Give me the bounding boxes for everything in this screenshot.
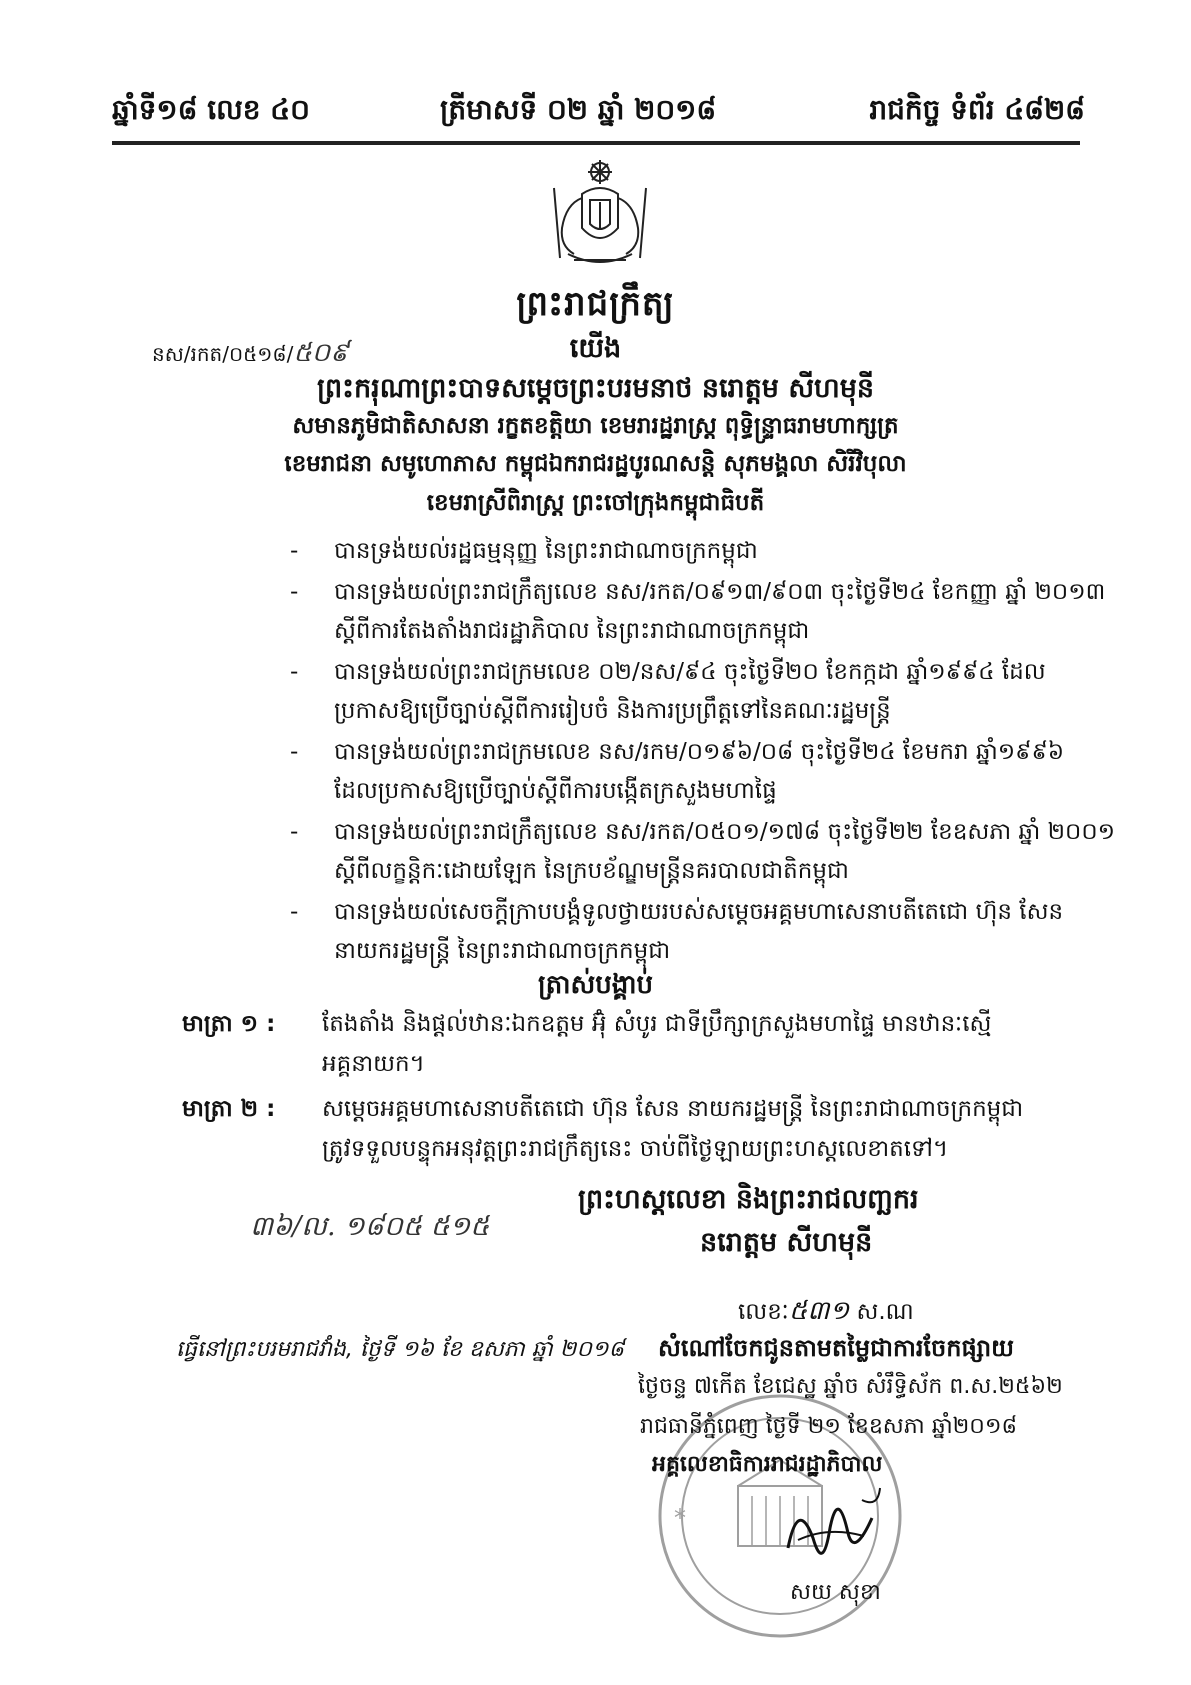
visa-line: បានទ្រង់យល់សេចក្តីក្រាបបង្គំទូលថ្វាយរបស់សម្តេចអគ្គមហាសេនាបតីតេជោ ហ៊ុន សែន bbox=[334, 899, 1064, 925]
article-line: សម្តេចអគ្គមហាសេនាបតីតេជោ ហ៊ុន សែន នាយករដ្ឋមន្ត្រី នៃព្រះរាជាណាចក្រកម្ពុជា bbox=[322, 1096, 1024, 1122]
visa-line: បានទ្រង់យល់ព្រះរាជក្រមលេខ នស/រកម/០១៩៦/០៨ ចុះថ្ងៃទី២៤ ខែមករា ឆ្នាំ១៩៩៦ bbox=[334, 739, 1065, 765]
reference-printed: នស/រកត/០៥១៨/ bbox=[152, 342, 294, 366]
royal-title-line-3: ខេមរាជនា សមូហោភាស កម្ពុជឯករាជរដ្ឋបូរណសន្តិ សុភមង្គលា សិរីវិបុលា bbox=[284, 451, 907, 477]
visa-line: នាយករដ្ឋមន្ត្រី នៃព្រះរាជាណាចក្រកម្ពុជា bbox=[334, 938, 671, 964]
article-line: អគ្គនាយក។ bbox=[322, 1051, 425, 1077]
certified-date: រាជធានីភ្នំពេញ ថ្ងៃទី ២១ ខែឧសភា ឆ្នាំ២០១៨ bbox=[640, 1414, 1018, 1439]
article-label: មាត្រា ១ : bbox=[182, 1011, 276, 1037]
article-2 bbox=[182, 1089, 1062, 1169]
royal-title-line-4: ខេមរាស្រីពិរាស្ត្រ ព្រះចៅក្រុងកម្ពុជាធិបតី bbox=[426, 490, 765, 516]
we-heading: យើង bbox=[569, 333, 622, 364]
visa-line: បានទ្រង់យល់ព្រះរាជក្រឹត្យលេខ នស/រកត/០៥០១/១៧៨ ចុះថ្ងៃទី២២ ខែឧសភា ឆ្នាំ ២០០១ bbox=[334, 819, 1116, 845]
visa-line: ស្តីពីលក្ខន្តិកៈដោយឡែក នៃក្របខ័ណ្ឌមន្ត្រីនគរបាលជាតិកម្ពុជា bbox=[334, 858, 849, 884]
royal-signature-title: ព្រះហស្តលេខា និងព្រះរាជលញ្ឆករ bbox=[578, 1184, 919, 1215]
article-line: តែងតាំង និងផ្តល់ឋានៈឯកឧត្តម អ៊ុំ សំបូរ ជាទីប្រឹក្សាក្រសួងមហាផ្ទៃ មានឋានៈស្មើ bbox=[322, 1011, 992, 1037]
decree-title: ព្រះរាជក្រឹត្យ bbox=[516, 284, 675, 324]
visa-item: - បានទ្រង់យល់រដ្ឋធម្មនុញ្ញ នៃព្រះរាជាណាចក្រកម្ពុជា bbox=[290, 532, 1090, 571]
royal-arms-emblem-icon bbox=[548, 158, 652, 272]
visa-item: - បានទ្រង់យល់ព្រះរាជក្រមលេខ ០២/នស/៩៤ ចុះថ្ងៃទី២០ ខែកក្កដា ឆ្នាំ១៩៩៤ ដែល ប្រកាសឱ្យប្រើច្បាប់ស្តីពីការរៀបចំ និងការប្រព្រឹត្តទៅនៃគណៈរដ្ឋមន្ត្រី bbox=[290, 653, 1090, 731]
royal-title-line-1: ព្រះករុណាព្រះបាទសម្តេចព្រះបរមនាថ នរោត្តម សីហមុនី bbox=[316, 373, 875, 404]
gazette-quarter: ត្រីមាសទី ០២ ឆ្នាំ ២០១៨ bbox=[440, 93, 717, 126]
place-and-date: ធ្វើនៅព្រះបរមរាជវាំង, ថ្ងៃទី ១៦ ខែ ឧសភា ឆ្នាំ ២០១៨ bbox=[176, 1337, 625, 1362]
article-1 bbox=[182, 1004, 1062, 1084]
visa-line: ប្រកាសឱ្យប្រើច្បាប់ស្តីពីការរៀបចំ និងការប្រព្រឹត្តទៅនៃគណៈរដ្ឋមន្ត្រី bbox=[334, 698, 891, 724]
visa-line: បានទ្រង់យល់ព្រះរាជក្រឹត្យលេខ នស/រកត/០៩១៣/៩០៣ ចុះថ្ងៃទី២៤ ខែកញ្ញា ឆ្នាំ ២០១៣ bbox=[334, 579, 1106, 605]
royal-title-line-2: សមានភូមិជាតិសាសនា រក្ខតខត្តិយា ខេមរារដ្ឋរាស្ត្រ ពុទ្ធិន្ទ្រាធរាមហាក្សត្រ bbox=[292, 413, 899, 439]
visa-item: - បានទ្រង់យល់ព្រះរាជក្រឹត្យលេខ នស/រកត/០៩១៣/៩០៣ ចុះថ្ងៃទី២៤ ខែកញ្ញា ឆ្នាំ ២០១៣ ស្តីពីការតែងតាំងរាជរដ្ឋាភិបាល នៃព្រះរាជាណាចក្រកម្ពុជា bbox=[290, 573, 1090, 651]
certified-lunar-date: ថ្ងៃចន្ទ ៧កើត ខែជេស្ឋ ឆ្នាំច សំរឹទ្ធិស័ក ព.ស.២៥៦២ bbox=[638, 1374, 1063, 1399]
visa-line: បានទ្រង់យល់រដ្ឋធម្មនុញ្ញ នៃព្រះរាជាណាចក្រកម្ពុជា bbox=[334, 538, 758, 564]
visa-item: - បានទ្រង់យល់ព្រះរាជក្រឹត្យលេខ នស/រកត/០៥០១/១៧៨ ចុះថ្ងៃទី២២ ខែឧសភា ឆ្នាំ ២០០១ ស្តីពីលក្ខន្តិកៈដោយឡែក នៃក្របខ័ណ្ឌមន្ត្រីនគរបាលជាតិកម្ពុជា bbox=[290, 813, 1090, 891]
registration-suffix: ស.ណ bbox=[856, 1299, 914, 1325]
visa-item: - បានទ្រង់យល់ព្រះរាជក្រមលេខ នស/រកម/០១៩៦/០៨ ចុះថ្ងៃទី២៤ ខែមករា ឆ្នាំ១៩៩៦ ដែលប្រកាសឱ្យប្រើច្បាប់ស្តីពីការបង្កើតក្រសួងមហាផ្ទៃ bbox=[290, 733, 1090, 811]
gazette-year-issue: ឆ្នាំទី១៨ លេខ ៤០ bbox=[112, 93, 310, 126]
royal-signature-name: នរោត្តម សីហមុនី bbox=[700, 1227, 873, 1258]
certified-copy-title: សំណៅចែកជូនតាមតម្លៃជាការចែកផ្សាយ bbox=[658, 1334, 1015, 1362]
certifier-name: សយ សុខា bbox=[790, 1580, 881, 1605]
gazette-page-number: រាជកិច្ច ទំព័រ ៤៨២៨ bbox=[869, 93, 1085, 126]
decree-heading: ត្រាស់បង្គាប់ bbox=[537, 970, 654, 1000]
registration-label: លេខៈ bbox=[738, 1299, 789, 1325]
visa-line: ដែលប្រកាសឱ្យប្រើច្បាប់ស្តីពីការបង្កើតក្រសួងមហាផ្ទៃ bbox=[334, 778, 777, 804]
visa-list bbox=[290, 532, 1116, 973]
certifying-office: អគ្គលេខាធិការរាជរដ្ឋាភិបាល bbox=[652, 1452, 883, 1477]
handwritten-signature-icon bbox=[768, 1478, 888, 1588]
registration-number bbox=[738, 1294, 914, 1332]
registration-value: ៥៣១ bbox=[788, 1296, 850, 1326]
article-label: មាត្រា ២ : bbox=[182, 1096, 276, 1122]
visa-item: - បានទ្រង់យល់សេចក្តីក្រាបបង្គំទូលថ្វាយរបស់សម្តេចអគ្គមហាសេនាបតីតេជោ ហ៊ុន សែន នាយករដ្ឋមន្ត្រី នៃព្រះរាជាណាចក្រកម្ពុជា bbox=[290, 893, 1090, 971]
visa-line: ស្តីពីការតែងតាំងរាជរដ្ឋាភិបាល នៃព្រះរាជាណាចក្រកម្ពុជា bbox=[334, 618, 810, 644]
article-line: ត្រូវទទួលបន្ទុកអនុវត្តព្រះរាជក្រឹត្យនេះ ចាប់ពីថ្ងៃឡាយព្រះហស្តលេខាតទៅ។ bbox=[322, 1136, 949, 1162]
header-rule bbox=[112, 141, 1080, 145]
visa-line: បានទ្រង់យល់ព្រះរាជក្រមលេខ ០២/នស/៩៤ ចុះថ្ងៃទី២០ ខែកក្កដា ឆ្នាំ១៩៩៤ ដែល bbox=[334, 659, 1046, 685]
svg-text:*: * bbox=[674, 1504, 686, 1532]
handwritten-reference: ៣៦/ល. ១៨០៥ ៥១៥ bbox=[250, 1211, 490, 1242]
reference-handwritten: ៥០៩ bbox=[293, 338, 349, 368]
